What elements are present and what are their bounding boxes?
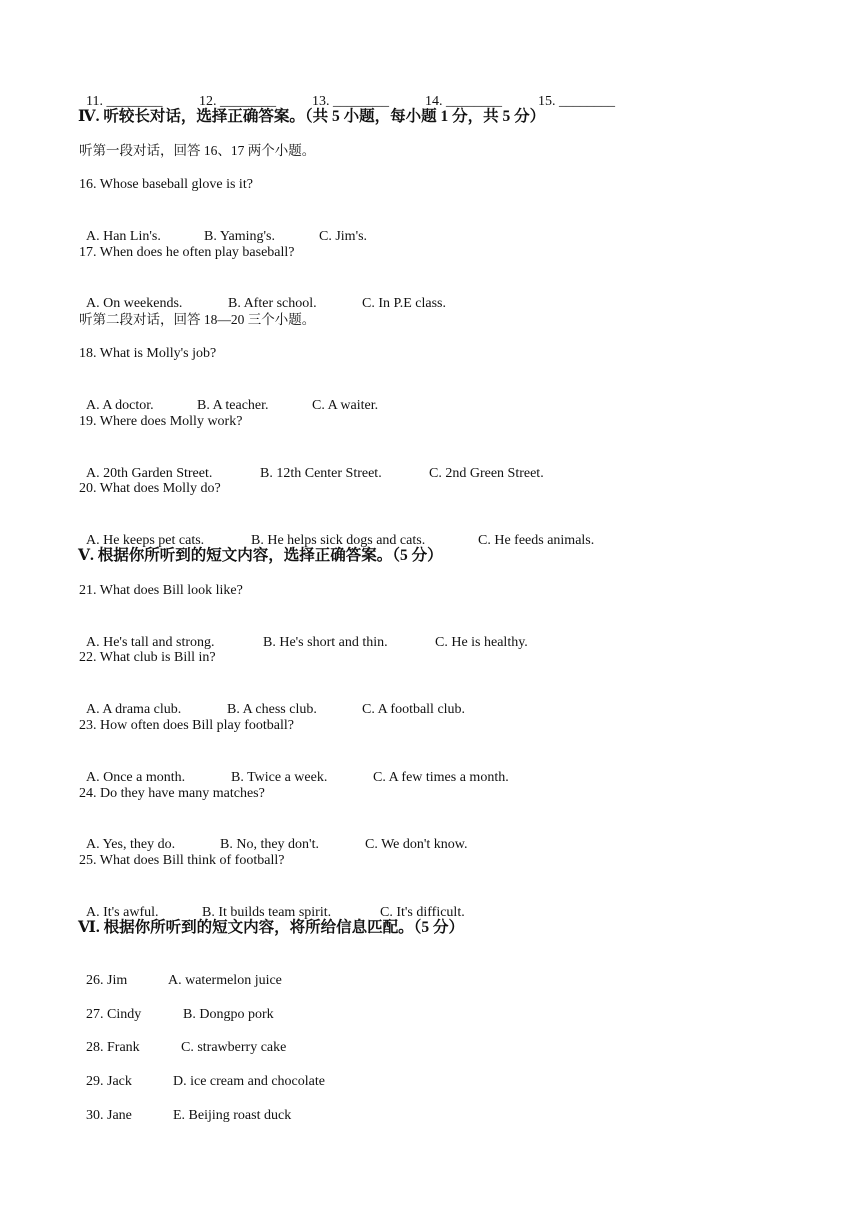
match-name-29: 29. Jack: [86, 1074, 132, 1089]
option-18-a[interactable]: A. A doctor.: [86, 398, 154, 413]
match-name-28: 28. Frank: [86, 1040, 140, 1055]
question-20: 20. What does Molly do?: [79, 481, 221, 496]
match-option-c: C. strawberry cake: [181, 1040, 287, 1055]
option-24-c[interactable]: C. We don't know.: [365, 837, 468, 852]
match-name-27: 27. Cindy: [86, 1007, 142, 1022]
question-22: 22. What club is Bill in?: [79, 650, 216, 665]
answer-blanks-row: [79, 75, 615, 111]
option-20-c[interactable]: C. He feeds animals.: [478, 533, 595, 548]
match-option-a: A. watermelon juice: [168, 973, 282, 988]
option-23-c[interactable]: C. A few times a month.: [373, 770, 509, 785]
match-option-d: D. ice cream and chocolate: [173, 1074, 325, 1089]
option-23-a[interactable]: A. Once a month.: [86, 770, 186, 785]
option-21-a[interactable]: A. He's tall and strong.: [86, 635, 215, 650]
section-4-instruction-1: 听第一段对话，回答 16、17 两个小题。: [79, 143, 316, 158]
section-6-heading: Ⅵ. 根据你所听到的短文内容，将所给信息匹配。（5 分）: [78, 919, 464, 936]
match-option-b: B. Dongpo pork: [183, 1007, 274, 1022]
question-25: 25. What does Bill think of football?: [79, 853, 285, 868]
match-row-30: [79, 1089, 291, 1125]
option-21-c[interactable]: C. He is healthy.: [435, 635, 528, 650]
question-16-options: [79, 210, 367, 246]
option-19-b[interactable]: B. 12th Center Street.: [260, 466, 382, 481]
question-16: 16. Whose baseball glove is it?: [79, 177, 253, 192]
match-option-e: E. Beijing roast duck: [173, 1108, 292, 1123]
section-5-heading: Ⅴ. 根据你所听到的短文内容，选择正确答案。（5 分）: [78, 547, 443, 564]
option-22-b[interactable]: B. A chess club.: [227, 702, 317, 717]
section-4-heading: Ⅳ. 听较长对话，选择正确答案。（共 5 小题，每小题 1 分，共 5 分）: [78, 108, 546, 125]
option-25-c[interactable]: C. It's difficult.: [380, 905, 465, 920]
option-16-a[interactable]: A. Han Lin's.: [86, 229, 161, 244]
question-21-options: [79, 616, 528, 652]
question-17: 17. When does he often play baseball?: [79, 245, 295, 260]
match-row-28: [79, 1021, 286, 1057]
question-19-options: [79, 447, 544, 483]
option-25-a[interactable]: A. It's awful.: [86, 905, 159, 920]
option-16-b[interactable]: B. Yaming's.: [204, 229, 275, 244]
option-22-a[interactable]: A. A drama club.: [86, 702, 182, 717]
blank-15[interactable]: 15. ________: [538, 94, 615, 109]
question-19: 19. Where does Molly work?: [79, 414, 243, 429]
option-20-b[interactable]: B. He helps sick dogs and cats.: [251, 533, 426, 548]
question-22-options: [79, 683, 465, 719]
option-17-b[interactable]: B. After school.: [228, 296, 317, 311]
question-25-options: [79, 886, 465, 922]
option-19-a[interactable]: A. 20th Garden Street.: [86, 466, 213, 481]
option-17-c[interactable]: C. In P.E class.: [362, 296, 446, 311]
blank-14[interactable]: 14. ________: [425, 94, 502, 109]
blank-13[interactable]: 13. ________: [312, 94, 389, 109]
match-row-27: [79, 988, 274, 1024]
section-4-instruction-2: 听第二段对话，回答 18—20 三个小题。: [79, 312, 316, 327]
option-17-a[interactable]: A. On weekends.: [86, 296, 183, 311]
question-17-options: [79, 277, 446, 313]
match-name-26: 26. Jim: [86, 973, 128, 988]
question-24: 24. Do they have many matches?: [79, 786, 265, 801]
option-19-c[interactable]: C. 2nd Green Street.: [429, 466, 544, 481]
option-25-b[interactable]: B. It builds team spirit.: [202, 905, 332, 920]
option-22-c[interactable]: C. A football club.: [362, 702, 466, 717]
option-18-b[interactable]: B. A teacher.: [197, 398, 269, 413]
question-21: 21. What does Bill look like?: [79, 583, 243, 598]
option-21-b[interactable]: B. He's short and thin.: [263, 635, 388, 650]
match-name-30: 30. Jane: [86, 1108, 132, 1123]
option-24-a[interactable]: A. Yes, they do.: [86, 837, 176, 852]
match-row-29: [79, 1055, 325, 1091]
question-24-options: [79, 818, 468, 854]
option-16-c[interactable]: C. Jim's.: [319, 229, 368, 244]
question-23: 23. How often does Bill play football?: [79, 718, 295, 733]
option-23-b[interactable]: B. Twice a week.: [231, 770, 328, 785]
option-24-b[interactable]: B. No, they don't.: [220, 837, 319, 852]
blank-11[interactable]: 11. ________: [86, 94, 163, 109]
match-row-26: [79, 954, 282, 990]
question-18: 18. What is Molly's job?: [79, 346, 217, 361]
question-18-options: [79, 379, 378, 415]
option-18-c[interactable]: C. A waiter.: [312, 398, 379, 413]
question-23-options: [79, 751, 509, 787]
option-20-a[interactable]: A. He keeps pet cats.: [86, 533, 205, 548]
question-20-options: [79, 514, 594, 550]
blank-12[interactable]: 12. ________: [199, 94, 276, 109]
